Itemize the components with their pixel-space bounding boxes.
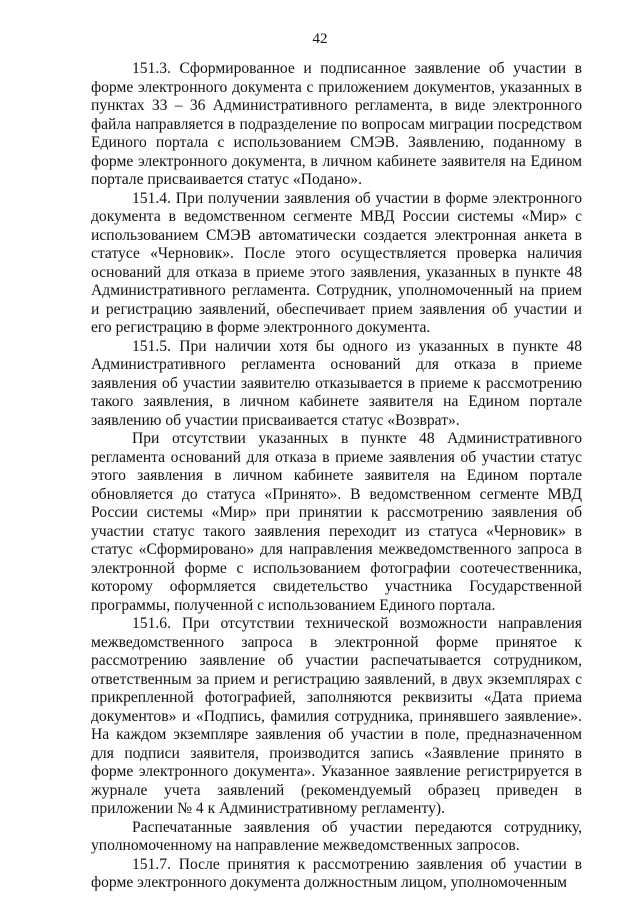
paragraph-151-5-continued: При отсутствии указанных в пункте 48 Административного регламента оснований для отказа в приеме заявления об участии статус этого заявления в личном кабинете заявителя на Едином портале обновляется до статуса «Принято». В ведомственном сегменте МВД России системы «Мир» при принятии к рассмотрению заявления об участии статус такого заявления переходит из статуса «Черновик» в статус «Сформировано» для направления межведомственного запроса в электронной форме с использованием фотографии соотечественника, которому оформляется свидетельство участника Государственной программы, полученной с использованием Единого портала. — [91, 430, 582, 614]
paragraph-151-3: 151.3. Сформированное и подписанное заявление об участии в форме электронного документа с приложением документов, указанных в пунктах 33 – 36 Административного регламента, в виде электронного файла направляется в подразделение по вопросам миграции посредством Единого портала с использованием СМЭВ. Заявлению, поданному в форме электронного документа, в личном кабинете заявителя на Едином портале присваивается статус «Подано». — [91, 60, 582, 188]
paragraph-151-5: 151.5. При наличии хотя бы одного из указанных в пункте 48 Административного регламента оснований для отказа в приеме заявления об участии заявителю отказывается в приеме к рассмотрению такого заявления, в личном кабинете заявителя на Едином портале заявлению об участии присваивается статус «Возврат». — [91, 337, 582, 429]
document-body — [91, 60, 582, 893]
paragraph-151-6: 151.6. При отсутствии технической возможности направления межведомственного запроса в электронной форме принятое к рассмотрению заявление об участии распечатывается сотрудником, ответственным за прием и регистрацию заявлений, в двух экземплярах с прикрепленной фотографией, заполняются реквизиты «Дата приема документов» и «Подпись, фамилия сотрудника, принявшего заявление». На каждом экземпляре заявления об участии в поле, предназначенном для подписи заявителя, производится запись «Заявление принято в форме электронного документа». Указанное заявление регистрируется в журнале учета заявлений (рекомендуемый образец приведен в приложении № 4 к Административному регламенту). — [91, 615, 582, 817]
paragraph-151-7: 151.7. После принятия к рассмотрению заявления об участии в форме электронного документа должностным лицом, уполномоченным — [91, 855, 582, 891]
page-number: 42 — [312, 31, 328, 47]
paragraph-151-4: 151.4. При получении заявления об участии в форме электронного документа в ведомственном сегменте МВД России системы «Мир» с использованием СМЭВ автоматически создается электронная анкета в статусе «Черновик». После этого осуществляется проверка наличия оснований для отказа в приеме этого заявления, указанных в пункте 48 Административного регламента. Сотрудник, уполномоченный на прием и регистрацию заявлений, обеспечивает прием заявления об участии и его регистрацию в форме электронного документа. — [91, 189, 582, 336]
paragraph-151-6-continued: Распечатанные заявления об участии передаются сотруднику, уполномоченному на направление межведомственных запросов. — [91, 818, 582, 854]
